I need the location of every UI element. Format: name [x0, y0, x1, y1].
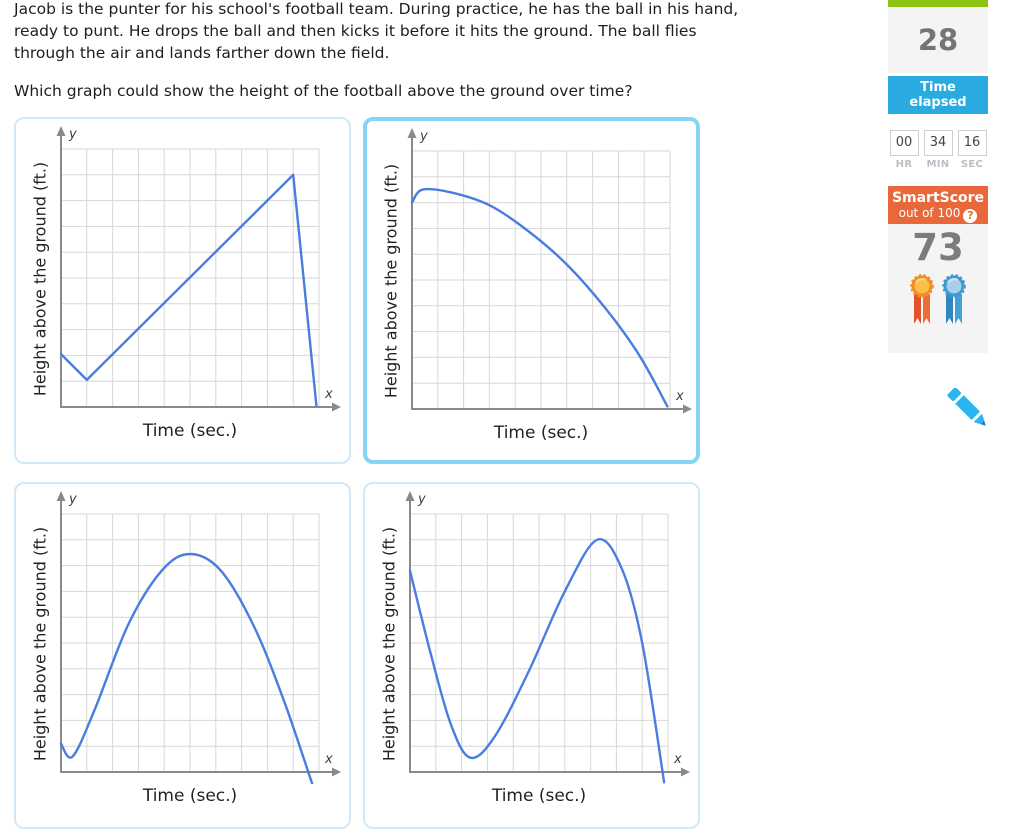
answer-option-graph-c[interactable]: [14, 482, 351, 829]
question-prompt: Which graph could show the height of the football above the ground over time?: [14, 82, 633, 100]
x-axis-arrow: [681, 768, 690, 777]
timer-seconds-value: 16: [958, 130, 987, 156]
graph-b-canvas: [367, 121, 700, 421]
questions-answered-card: [888, 7, 988, 73]
timer-minutes-label: MIN: [926, 159, 950, 170]
answer-option-graph-b[interactable]: [363, 117, 700, 464]
y-axis-label: Height above the ground (ft.): [379, 526, 399, 762]
time-elapsed-header: Time elapsed: [888, 76, 988, 114]
answer-option-graph-a[interactable]: [14, 117, 351, 464]
x-axis-arrow: [683, 405, 692, 414]
question-line: ready to punt. He drops the ball and then kicks it before it hits the ground. The ball flies: [14, 22, 697, 40]
question-line: Jacob is the punter for his school's football team. During practice, he has the ball in his hand,: [14, 0, 739, 18]
x-axis-letter: x: [676, 389, 684, 404]
question-line: through the air and lands farther down the field.: [14, 44, 390, 62]
questions-answered-accent-bar: [888, 0, 988, 7]
smartscore-header: [888, 186, 988, 224]
timer-seconds-label: SEC: [960, 159, 984, 170]
y-axis-arrow: [57, 491, 66, 501]
help-circle-icon[interactable]: ?: [963, 209, 977, 223]
axes: [60, 500, 333, 773]
question-text: [14, 0, 886, 102]
smartscore-title: SmartScore: [891, 190, 985, 206]
ribbon-award-blue-icon: [942, 272, 966, 326]
smartscore-value: 73: [912, 226, 964, 269]
timer-hours-label: HR: [895, 159, 913, 170]
grid-lines: [412, 151, 670, 409]
timer-minutes-value: 34: [924, 130, 953, 156]
grid-lines: [410, 514, 668, 772]
graph-a-canvas: [16, 119, 349, 419]
y-axis-label: Height above the ground (ft.): [30, 161, 50, 397]
height-curve: [61, 175, 316, 406]
y-axis-letter: y: [418, 492, 426, 507]
x-axis-letter: x: [325, 387, 333, 402]
x-axis-letter: x: [674, 752, 682, 767]
y-axis-letter: y: [420, 129, 428, 144]
x-axis-label: Time (sec.): [142, 786, 238, 806]
axes: [411, 137, 684, 410]
award-ribbons: [888, 272, 988, 326]
x-axis-label: Time (sec.): [142, 421, 238, 441]
x-axis-letter: x: [325, 752, 333, 767]
y-axis-label: Height above the ground (ft.): [381, 163, 401, 399]
x-axis-label: Time (sec.): [493, 423, 589, 443]
y-axis-letter: y: [69, 492, 77, 507]
timer-hours-value: 00: [890, 130, 919, 156]
grid-lines: [61, 514, 319, 772]
x-axis-arrow: [332, 768, 341, 777]
y-axis-arrow: [57, 126, 66, 136]
y-axis-label: Height above the ground (ft.): [30, 526, 50, 762]
questions-answered-value: 28: [917, 23, 959, 57]
time-elapsed-timer: [888, 130, 988, 178]
x-axis-arrow: [332, 403, 341, 412]
graph-c-canvas: [16, 484, 349, 784]
y-axis-arrow: [406, 491, 415, 501]
y-axis-letter: y: [69, 127, 77, 142]
smartscore-card: [888, 224, 988, 353]
y-axis-arrow: [408, 128, 417, 138]
answer-option-graph-d[interactable]: [363, 482, 700, 829]
height-curve: [412, 189, 667, 406]
smartscore-subtitle: out of 100: [898, 206, 961, 220]
ribbon-award-orange-icon: [910, 272, 934, 326]
pencil-icon[interactable]: [946, 388, 992, 436]
x-axis-label: Time (sec.): [491, 786, 587, 806]
graph-d-canvas: [365, 484, 698, 784]
